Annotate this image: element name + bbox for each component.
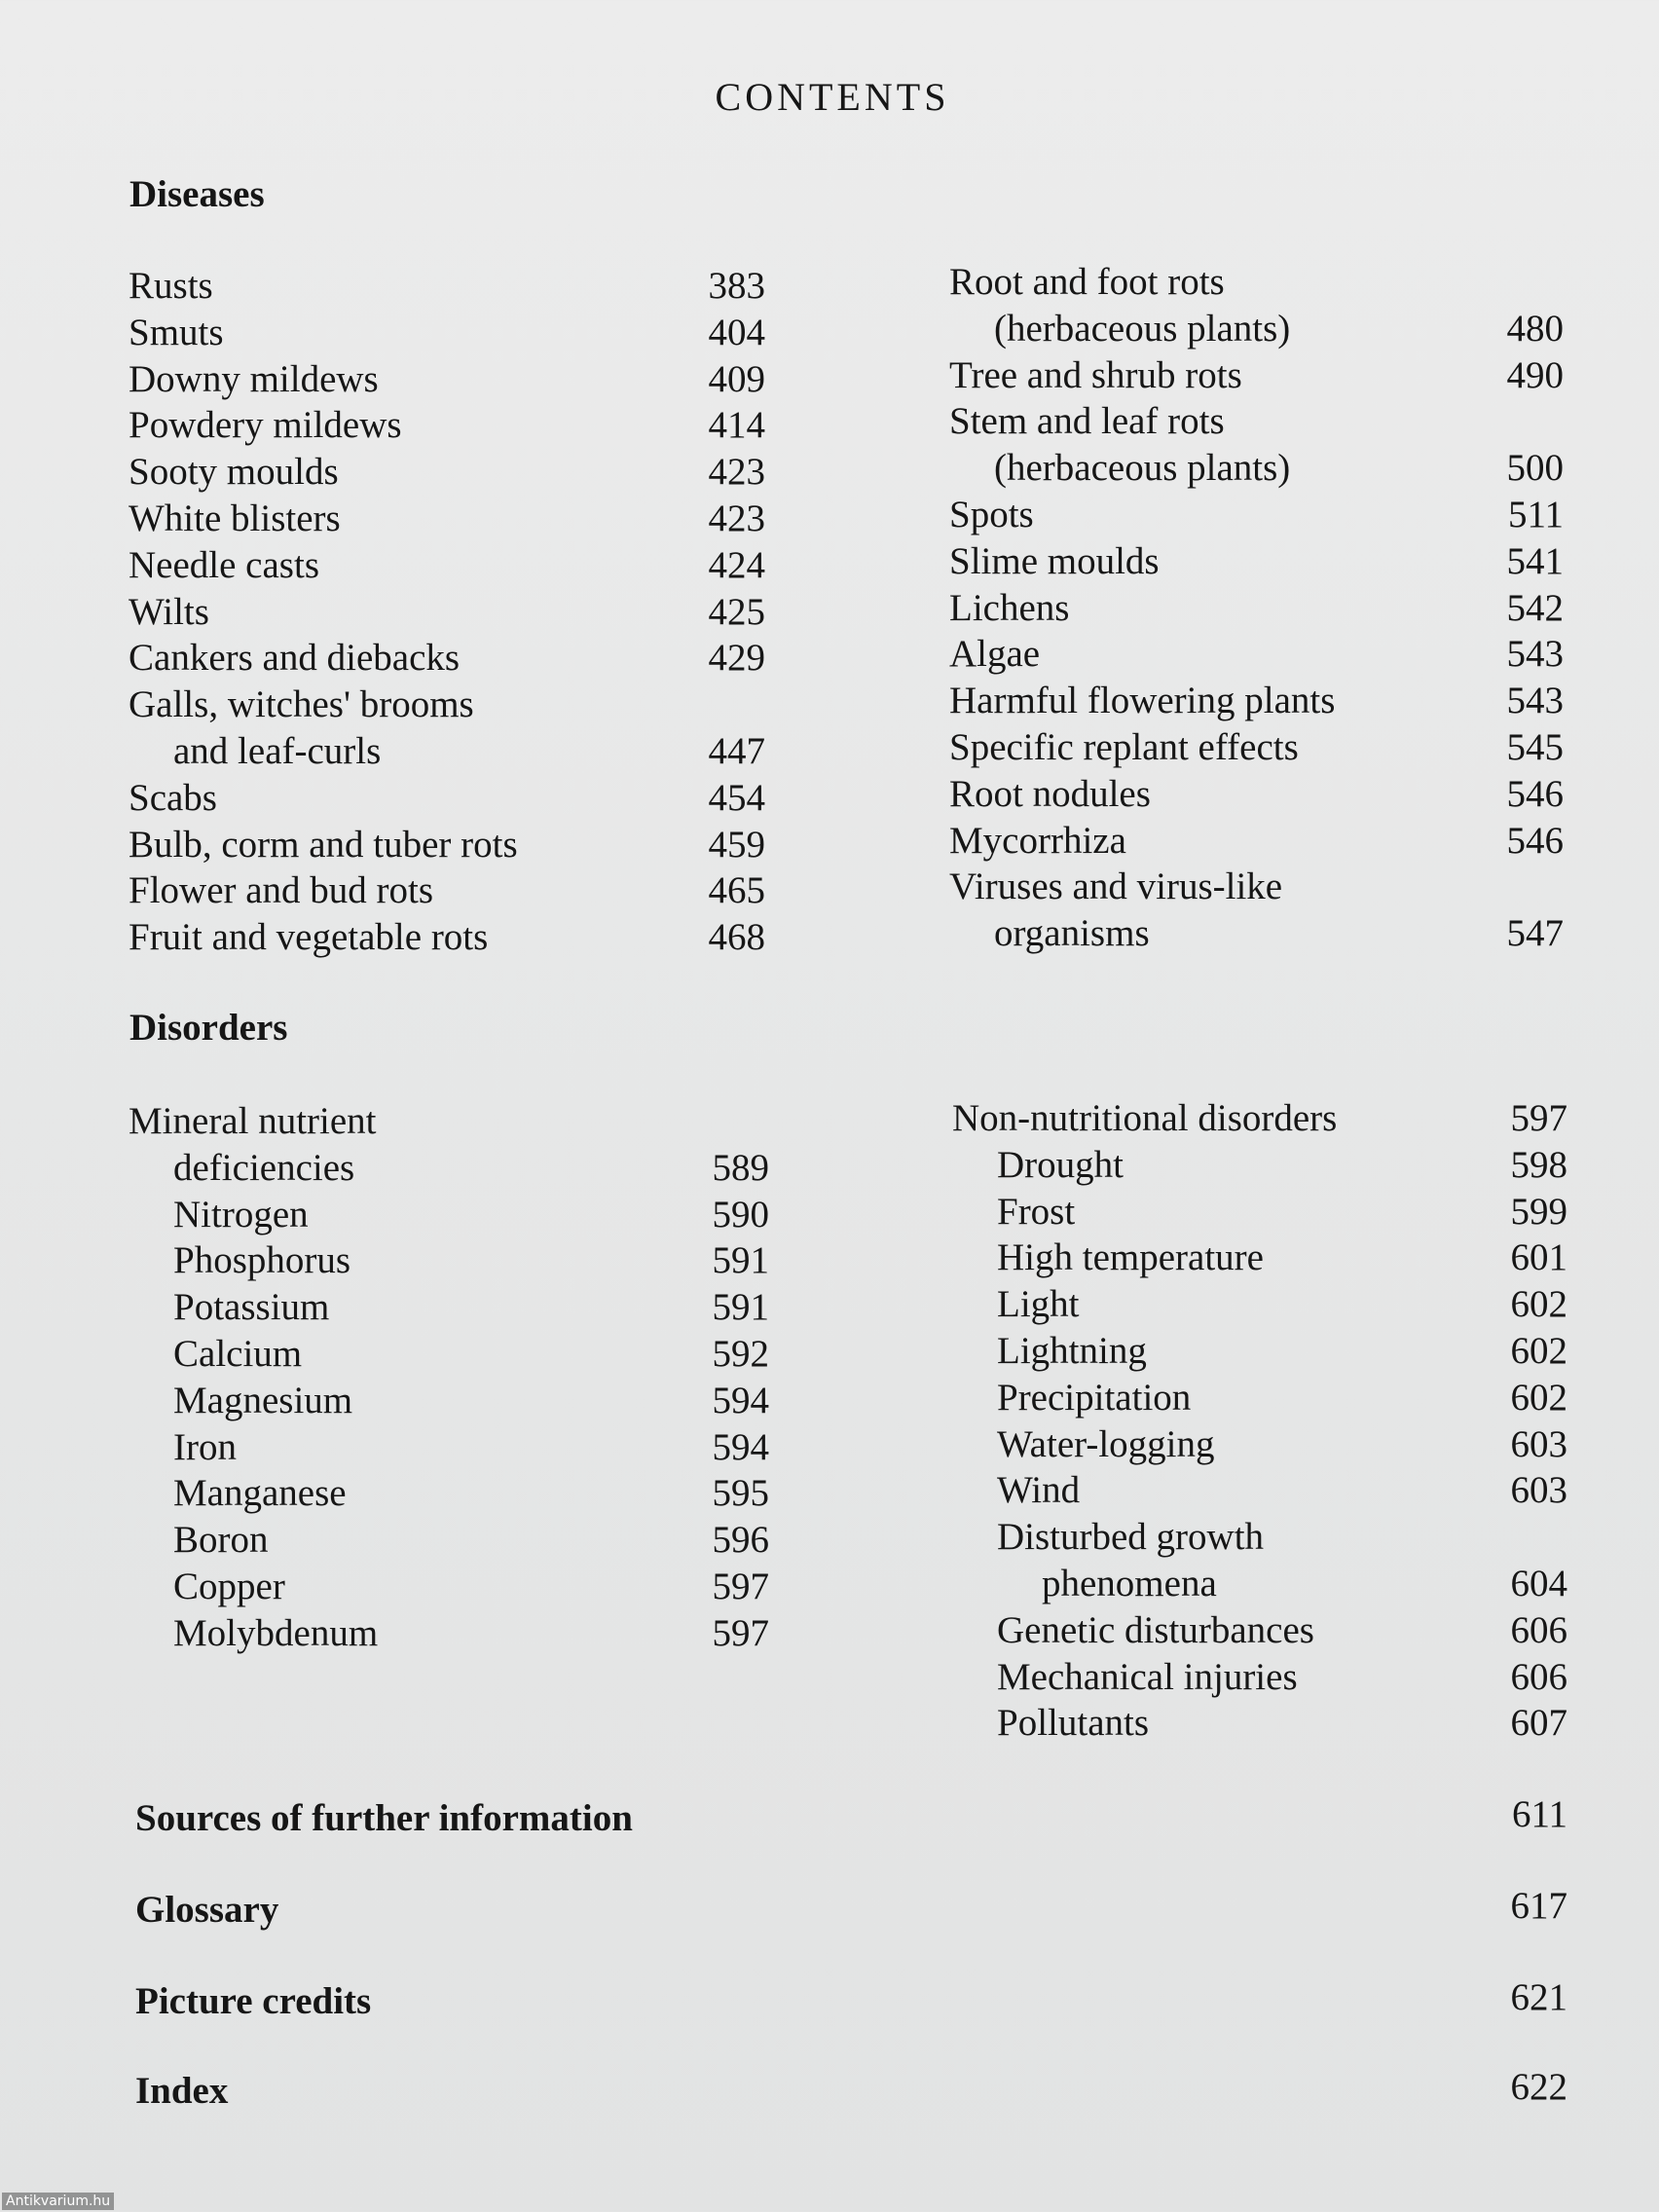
entry-label: Root nodules (949, 772, 1151, 815)
entry-label: Spots (949, 494, 1034, 535)
entry-page: 414 (708, 404, 765, 447)
entry-page: 542 (1506, 586, 1564, 629)
entry-page: 547 (1506, 912, 1564, 955)
entry-page: 606 (1510, 1608, 1567, 1651)
back-matter-page: 617 (1510, 1885, 1567, 1927)
entry-page: 409 (708, 357, 765, 400)
entry-label: deficiencies (173, 1146, 355, 1189)
entry-label: Downy mildews (129, 357, 379, 400)
entry-page: 598 (1510, 1143, 1567, 1186)
entry-page: 606 (1510, 1655, 1567, 1698)
back-matter-page: 611 (1511, 1793, 1567, 1835)
back-matter-page: 622 (1510, 2066, 1567, 2108)
entry-page: 597 (712, 1566, 769, 1607)
entry-label: Drought (997, 1143, 1124, 1186)
entry-label: Needle casts (129, 543, 319, 586)
entry-page: 543 (1506, 633, 1564, 676)
entry-label: Specific replant effects (949, 726, 1299, 768)
entry-page: 592 (712, 1333, 769, 1375)
entry-page: 591 (712, 1286, 769, 1329)
entry-page: 454 (708, 776, 765, 819)
entry-label: Frost (997, 1190, 1076, 1233)
entry-page: 594 (712, 1379, 769, 1421)
back-matter-page: 621 (1510, 1976, 1567, 2018)
entry-page: 604 (1510, 1563, 1567, 1604)
entry-label: Magnesium (173, 1379, 353, 1421)
entry-label: Cankers and diebacks (129, 637, 461, 680)
entry-label: Potassium (173, 1286, 330, 1329)
entry-label: Phosphorus (173, 1239, 351, 1282)
entry-page: 541 (1506, 539, 1564, 582)
entry-label: Manganese (173, 1472, 347, 1515)
entry-page: 423 (708, 498, 765, 539)
entry-label: Copper (173, 1566, 285, 1607)
entry-page: 601 (1510, 1236, 1567, 1279)
entry-label: Disturbed growth (997, 1516, 1265, 1559)
entry-page: 602 (1510, 1330, 1567, 1372)
entry-label: Sooty moulds (129, 451, 339, 494)
entry-label: Powdery mildews (129, 404, 402, 447)
entry-page: 602 (1510, 1376, 1567, 1419)
entry-label: Precipitation (997, 1376, 1192, 1419)
back-matter-label: Glossary (135, 1889, 279, 1931)
entry-page: 603 (1510, 1469, 1567, 1512)
entry-label: Mycorrhiza (949, 819, 1126, 862)
entry-page: 429 (708, 637, 765, 680)
entry-page: 500 (1506, 447, 1564, 490)
entry-page: 546 (1506, 772, 1564, 815)
entry-page: 599 (1510, 1190, 1567, 1233)
entry-page: 423 (708, 451, 765, 494)
entry-page: 607 (1510, 1702, 1567, 1745)
entry-page: 490 (1506, 353, 1564, 396)
entry-label: Rusts (129, 265, 213, 307)
entry-label: organisms (994, 912, 1150, 955)
entry-label: Scabs (129, 776, 217, 819)
entry-page: 595 (712, 1472, 769, 1515)
entry-label: Lightning (997, 1330, 1147, 1372)
entry-page: 590 (712, 1193, 769, 1235)
entry-page: 597 (1510, 1097, 1567, 1139)
entry-label: Bulb, corm and tuber rots (129, 823, 518, 866)
back-matter-label: Picture credits (135, 1980, 372, 2022)
entry-label: Wind (997, 1469, 1081, 1512)
back-matter-label: Index (135, 2070, 229, 2112)
entry-label: Tree and shrub rots (949, 353, 1242, 396)
entry-page: 543 (1506, 680, 1564, 722)
entry-label: Boron (173, 1519, 269, 1562)
entry-page: 465 (708, 869, 765, 912)
entry-page: 589 (712, 1146, 769, 1189)
entry-page: 424 (708, 543, 765, 586)
entry-label: Light (997, 1283, 1080, 1326)
entry-label: Algae (949, 633, 1041, 676)
entry-page: 546 (1506, 819, 1564, 862)
entry-label: White blisters (129, 498, 341, 539)
entry-label: Smuts (129, 311, 224, 353)
entry-label: Non-nutritional disorders (952, 1097, 1338, 1139)
entry-label: High temperature (997, 1236, 1264, 1279)
entry-label: phenomena (1042, 1563, 1217, 1604)
entry-page: 596 (712, 1519, 769, 1562)
entry-page: 480 (1506, 307, 1564, 350)
entry-label: Calcium (173, 1333, 303, 1375)
entry-label: Nitrogen (173, 1193, 309, 1235)
section-heading-disorders: Disorders (129, 1007, 288, 1049)
entry-label: Molybdenum (173, 1611, 379, 1654)
entry-label: Lichens (949, 586, 1070, 629)
entry-page: 468 (708, 916, 765, 959)
entry-label: Fruit and vegetable rots (129, 916, 489, 959)
page-title: CONTENTS (715, 75, 950, 119)
entry-page: 602 (1510, 1283, 1567, 1326)
entry-page: 447 (708, 730, 765, 772)
entry-page: 425 (708, 590, 765, 633)
entry-label: and leaf-curls (173, 730, 382, 772)
entry-page: 597 (712, 1611, 769, 1654)
entry-page: 594 (712, 1425, 769, 1468)
entry-label: Stem and leaf rots (949, 400, 1225, 443)
entry-label: Root and foot rots (949, 261, 1225, 303)
entry-page: 511 (1507, 494, 1564, 535)
entry-label: Mineral nutrient (129, 1100, 377, 1142)
entry-label: Mechanical injuries (997, 1655, 1298, 1698)
entry-label: Wilts (129, 590, 209, 633)
entry-page: 459 (708, 823, 765, 866)
entry-label: Viruses and virus-like (949, 866, 1283, 908)
entry-label: Iron (173, 1425, 237, 1468)
entry-label: Water-logging (997, 1422, 1215, 1465)
entry-label: Genetic disturbances (997, 1608, 1314, 1651)
entry-label: Pollutants (997, 1702, 1150, 1745)
entry-label: Harmful flowering plants (949, 680, 1336, 722)
entry-label: Flower and bud rots (129, 869, 434, 912)
entry-page: 404 (708, 311, 765, 353)
entry-page: 383 (708, 265, 765, 307)
entry-page: 545 (1506, 726, 1564, 768)
entry-page: 603 (1510, 1422, 1567, 1465)
entry-label: (herbaceous plants) (994, 447, 1291, 490)
section-heading-diseases: Diseases (129, 173, 265, 215)
back-matter-label: Sources of further information (135, 1797, 633, 1839)
entry-label: Galls, witches' brooms (129, 683, 474, 726)
entry-page: 591 (712, 1239, 769, 1282)
watermark: Antikvarium.hu (2, 2193, 114, 2210)
entry-label: Slime moulds (949, 539, 1160, 582)
entry-label: (herbaceous plants) (994, 307, 1291, 350)
